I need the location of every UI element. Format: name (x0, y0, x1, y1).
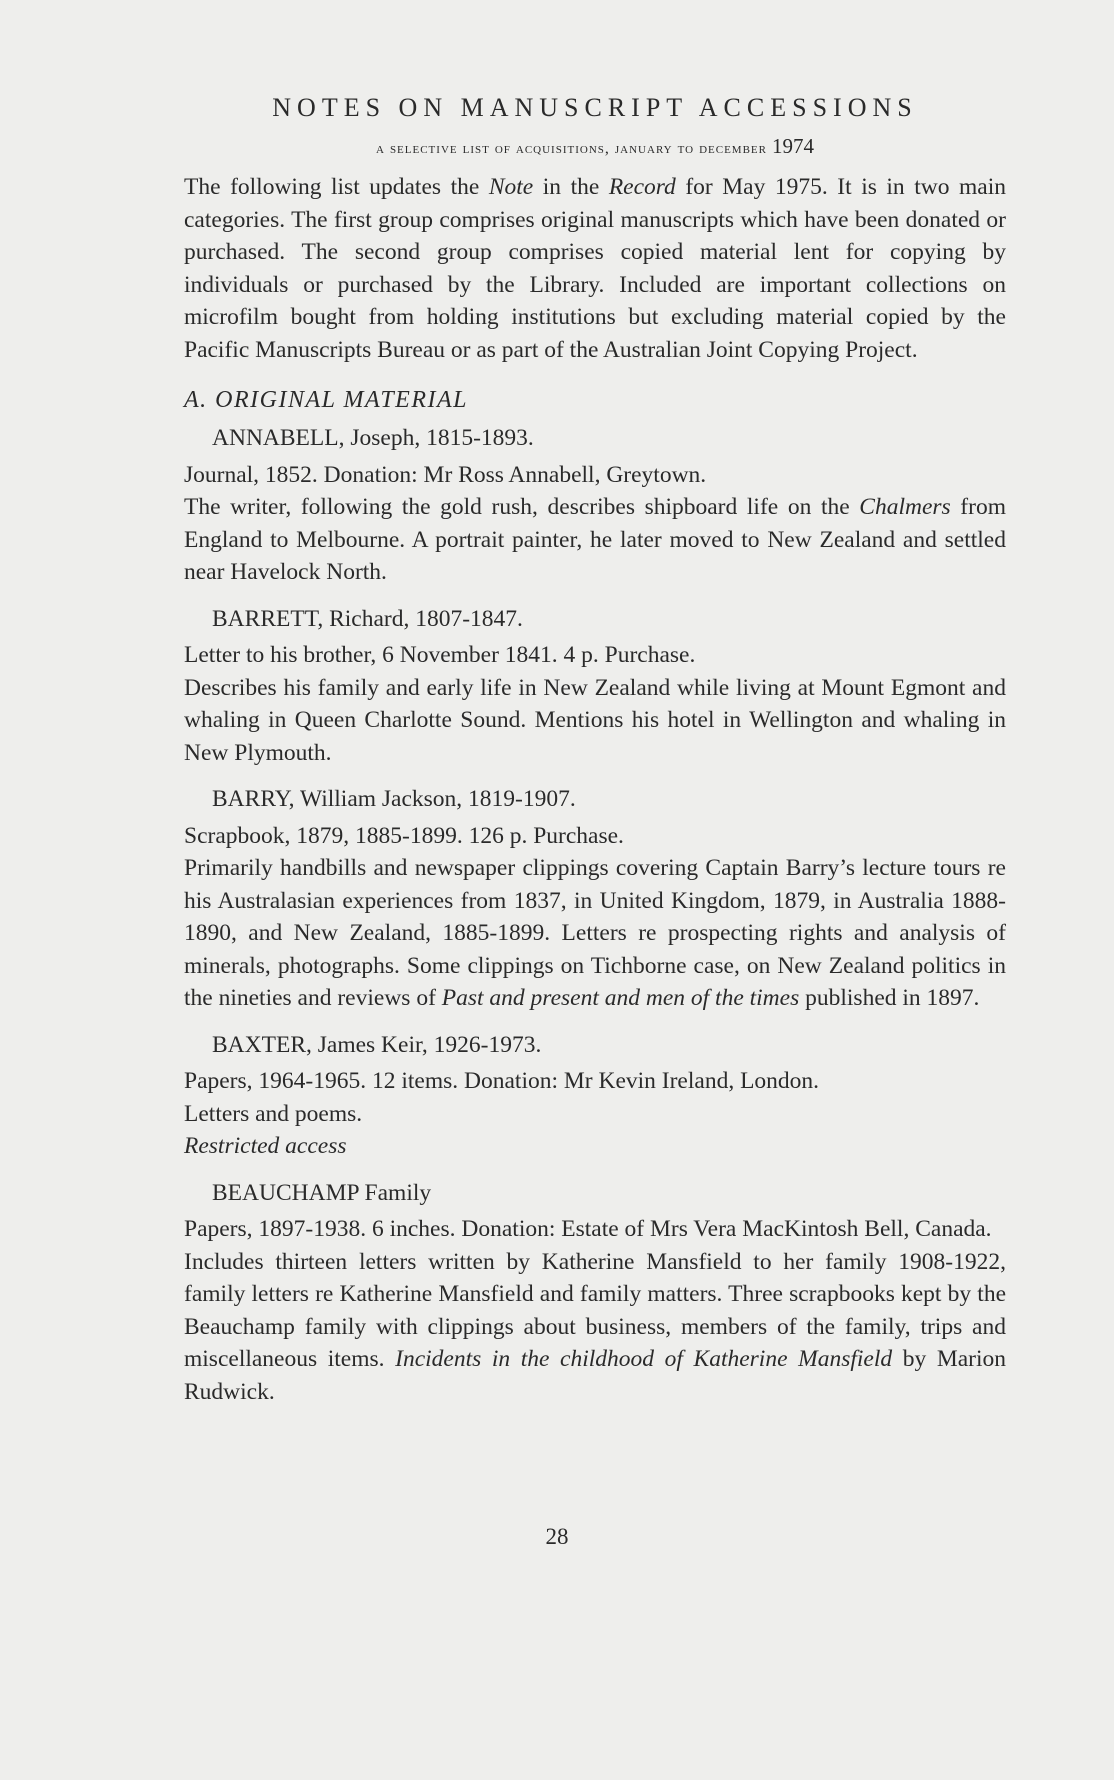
entry-desc-text-1: The writer, following the gold rush, describes shipboard life on the (184, 494, 860, 520)
entry-work-title: Incidents in the childhood of Katherine Mansfield (395, 1346, 893, 1372)
entry-barry (184, 783, 1006, 1015)
entry-description (184, 1246, 1006, 1409)
page-title: NOTES ON MANUSCRIPT ACCESSIONS (272, 93, 918, 122)
entry-desc-text-1: Primarily handbills and newspaper clippings covering Captain Barry’s lecture tours re his Australasian experiences from 1837, in United Kingdom, 1879, in Australia 1888-1890, and New Zealand, 1885-1899. Letters re prospecting rights and analysis of minerals, photographs. Some clippings on Tichborne case, on New Zealand politics in the nineties and reviews of (184, 855, 1006, 1011)
entry-desc-text-2: published in 1897. (799, 985, 980, 1011)
section-heading: A. ORIGINAL MATERIAL (184, 387, 468, 413)
entry-name: BAXTER, James Keir, 1926-1973. (212, 1031, 542, 1058)
entry-description (184, 852, 1006, 1015)
page-content (184, 88, 1006, 1408)
page-number: 28 (545, 1524, 569, 1549)
entry-name: BARRY, William Jackson, 1819-1907. (212, 786, 576, 812)
intro-paragraph (184, 171, 1006, 366)
page-subtitle (184, 134, 1006, 161)
entry-name: ANNABELL, Joseph, 1815-1893. (212, 425, 534, 451)
entry-desc-text-2: from England to Melbourne. A portrait painter, he later moved to New Zealand and settled near Havelock North. (184, 494, 1006, 585)
intro-text-1: The following list updates the (184, 174, 489, 200)
entry-desc-text-1: Includes thirteen letters written by Katherine Mansfield to her family 1908-1922, family letters re Katherine Mansfield and family matters. Three scrapbooks kept by the Beauchamp family with clippings about business, members of the family, trips and miscellaneous items. (184, 1248, 1006, 1372)
intro-text-2: in the (533, 174, 609, 200)
entry-details: Journal, 1852. Donation: Mr Ross Annabell, Greytown. (184, 461, 707, 488)
entry-barrett (184, 603, 1006, 770)
entry-details: Letter to his brother, 6 November 1841. 4 p. Purchase. (184, 642, 696, 668)
entry-ship-name: Chalmers (859, 494, 951, 520)
entry-annabell (184, 422, 1006, 589)
restricted-access-note: Restricted access (184, 1133, 347, 1159)
entry-description (184, 491, 1006, 589)
entry-description: Letters and poems. (184, 1100, 363, 1127)
entry-details: Papers, 1897-1938. 6 inches. Donation: Estate of Mrs Vera MacKintosh Bell, Canada. (184, 1216, 992, 1242)
entry-description: Describes his family and early life in New Zealand while living at Mount Egmont and whaling in Queen Charlotte Sound. Mentions his hotel in Wellington and whaling in New Plymouth. (184, 674, 1006, 766)
entry-details: Scrapbook, 1879, 1885-1899. 126 p. Purchase. (184, 822, 624, 849)
entry-work-title: Past and present and men of the times (441, 985, 800, 1011)
intro-text-3: for May 1975. It is in two main categories. The first group comprises original manuscripts which have been donated or purchased. The second group comprises copied material lent for copying by individuals or purchased by the Library. Included are important collections on microfilm bought from holding institutions but excluding material copied by the Pacific Manuscripts Bureau or as part of the Australian Joint Copying Project. (184, 174, 1006, 363)
entry-beauchamp (184, 1177, 1006, 1409)
intro-note: Note (488, 174, 534, 200)
entry-baxter (184, 1029, 1006, 1163)
intro-record: Record (608, 174, 676, 200)
subtitle-year: 1974 (771, 134, 814, 158)
entry-name: BEAUCHAMP Family (212, 1179, 432, 1206)
subtitle-text: a selective list of acquisitions, january to december (376, 140, 767, 157)
entry-desc-text-2: by Marion Rudwick. (184, 1346, 1006, 1405)
entry-name: BARRETT, Richard, 1807-1847. (212, 605, 523, 632)
entry-details: Papers, 1964-1965. 12 items. Donation: Mr Kevin Ireland, London. (184, 1068, 820, 1094)
